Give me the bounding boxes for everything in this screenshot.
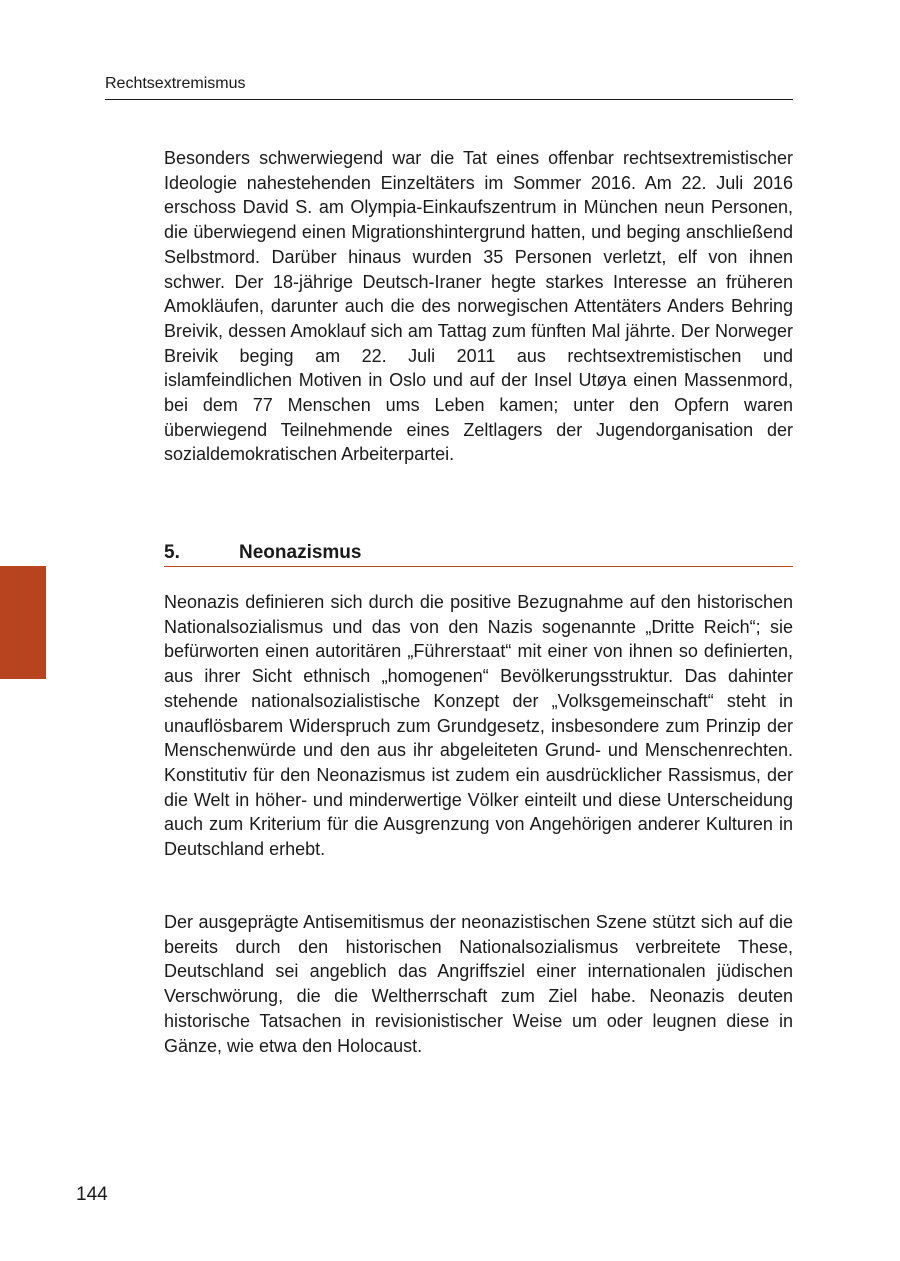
running-header: [105, 74, 793, 100]
page-number: 144: [76, 1184, 108, 1205]
chapter-marker-tab: [0, 566, 46, 679]
paragraph-neonazi-definition: Neonazis definieren sich durch die positive Bezugnahme auf den historischen Nationalsozialismus und das von den Nazis sogenannte „Dritte Reich“; sie befürworten einen autoritären „Führerstaat“ mit einer von ihnen so definierten, aus ihrer Sicht ethnisch „homogenen“ Bevölkerungsstruktur. Das dahinter stehende nationalsozialistische Konzept der „Volksgemeinschaft“ steht in unauflösbarem Widerspruch zum Grundgesetz, insbesondere zum Prinzip der Menschenwürde und den aus ihr abgeleiteten Grund- und Menschenrechten. Konstitutiv für den Neonazismus ist zudem ein ausdrücklicher Rassismus, der die Welt in höher- und minderwertige Völker einteilt und diese Unterscheidung auch zum Kriterium für die Ausgrenzung von Angehörigen anderer Kulturen in Deutschland erhebt.: [164, 592, 793, 860]
paragraph-antisemitism: Der ausgeprägte Antisemitismus der neonazistischen Szene stützt sich auf die bereits durch den historischen Nationalsozialismus verbreitete These, Deutschland sei angeblich das Angriffsziel einer internationalen jüdischen Verschwörung, die die Weltherrschaft zum Ziel habe. Neonazis deuten historische Tatsachen in revisionistischer Weise um oder leugnen diese in Gänze, wie etwa den Holocaust.: [164, 912, 793, 1056]
paragraph-breivik-munich: Besonders schwerwiegend war die Tat eines offenbar rechtsextremistischer Ideologie nahestehenden Einzeltäters im Sommer 2016. Am 22. Juli 2016 erschoss David S. am Olympia-Einkaufszentrum in München neun Personen, die überwiegend einen Migrationshintergrund hatten, und beging anschließend Selbstmord. Darüber hinaus wurden 35 Personen verletzt, elf von ihnen schwer. Der 18-jährige Deutsch-Iraner hegte starkes Interesse an früheren Amokläufen, darunter auch die des norwegischen Attentäters Anders Behring Breivik, dessen Amoklauf sich am Tattag zum fünften Mal jährte. Der Norweger Breivik beging am 22. Juli 2011 aus rechtsextremistischen und islamfeindlichen Motiven in Oslo und auf der Insel Utøya einen Massenmord, bei dem 77 Menschen ums Leben kamen; unter den Opfern waren überwiegend Teilnehmende eines Zeltlagers der Jugendorganisation der sozialdemokratischen Arbeiterpartei.: [164, 148, 793, 465]
section-heading: [164, 540, 793, 567]
section-title: Neonazismus: [239, 542, 362, 563]
running-title: Rechtsextremismus: [105, 75, 246, 92]
section-number: 5.: [164, 542, 180, 563]
